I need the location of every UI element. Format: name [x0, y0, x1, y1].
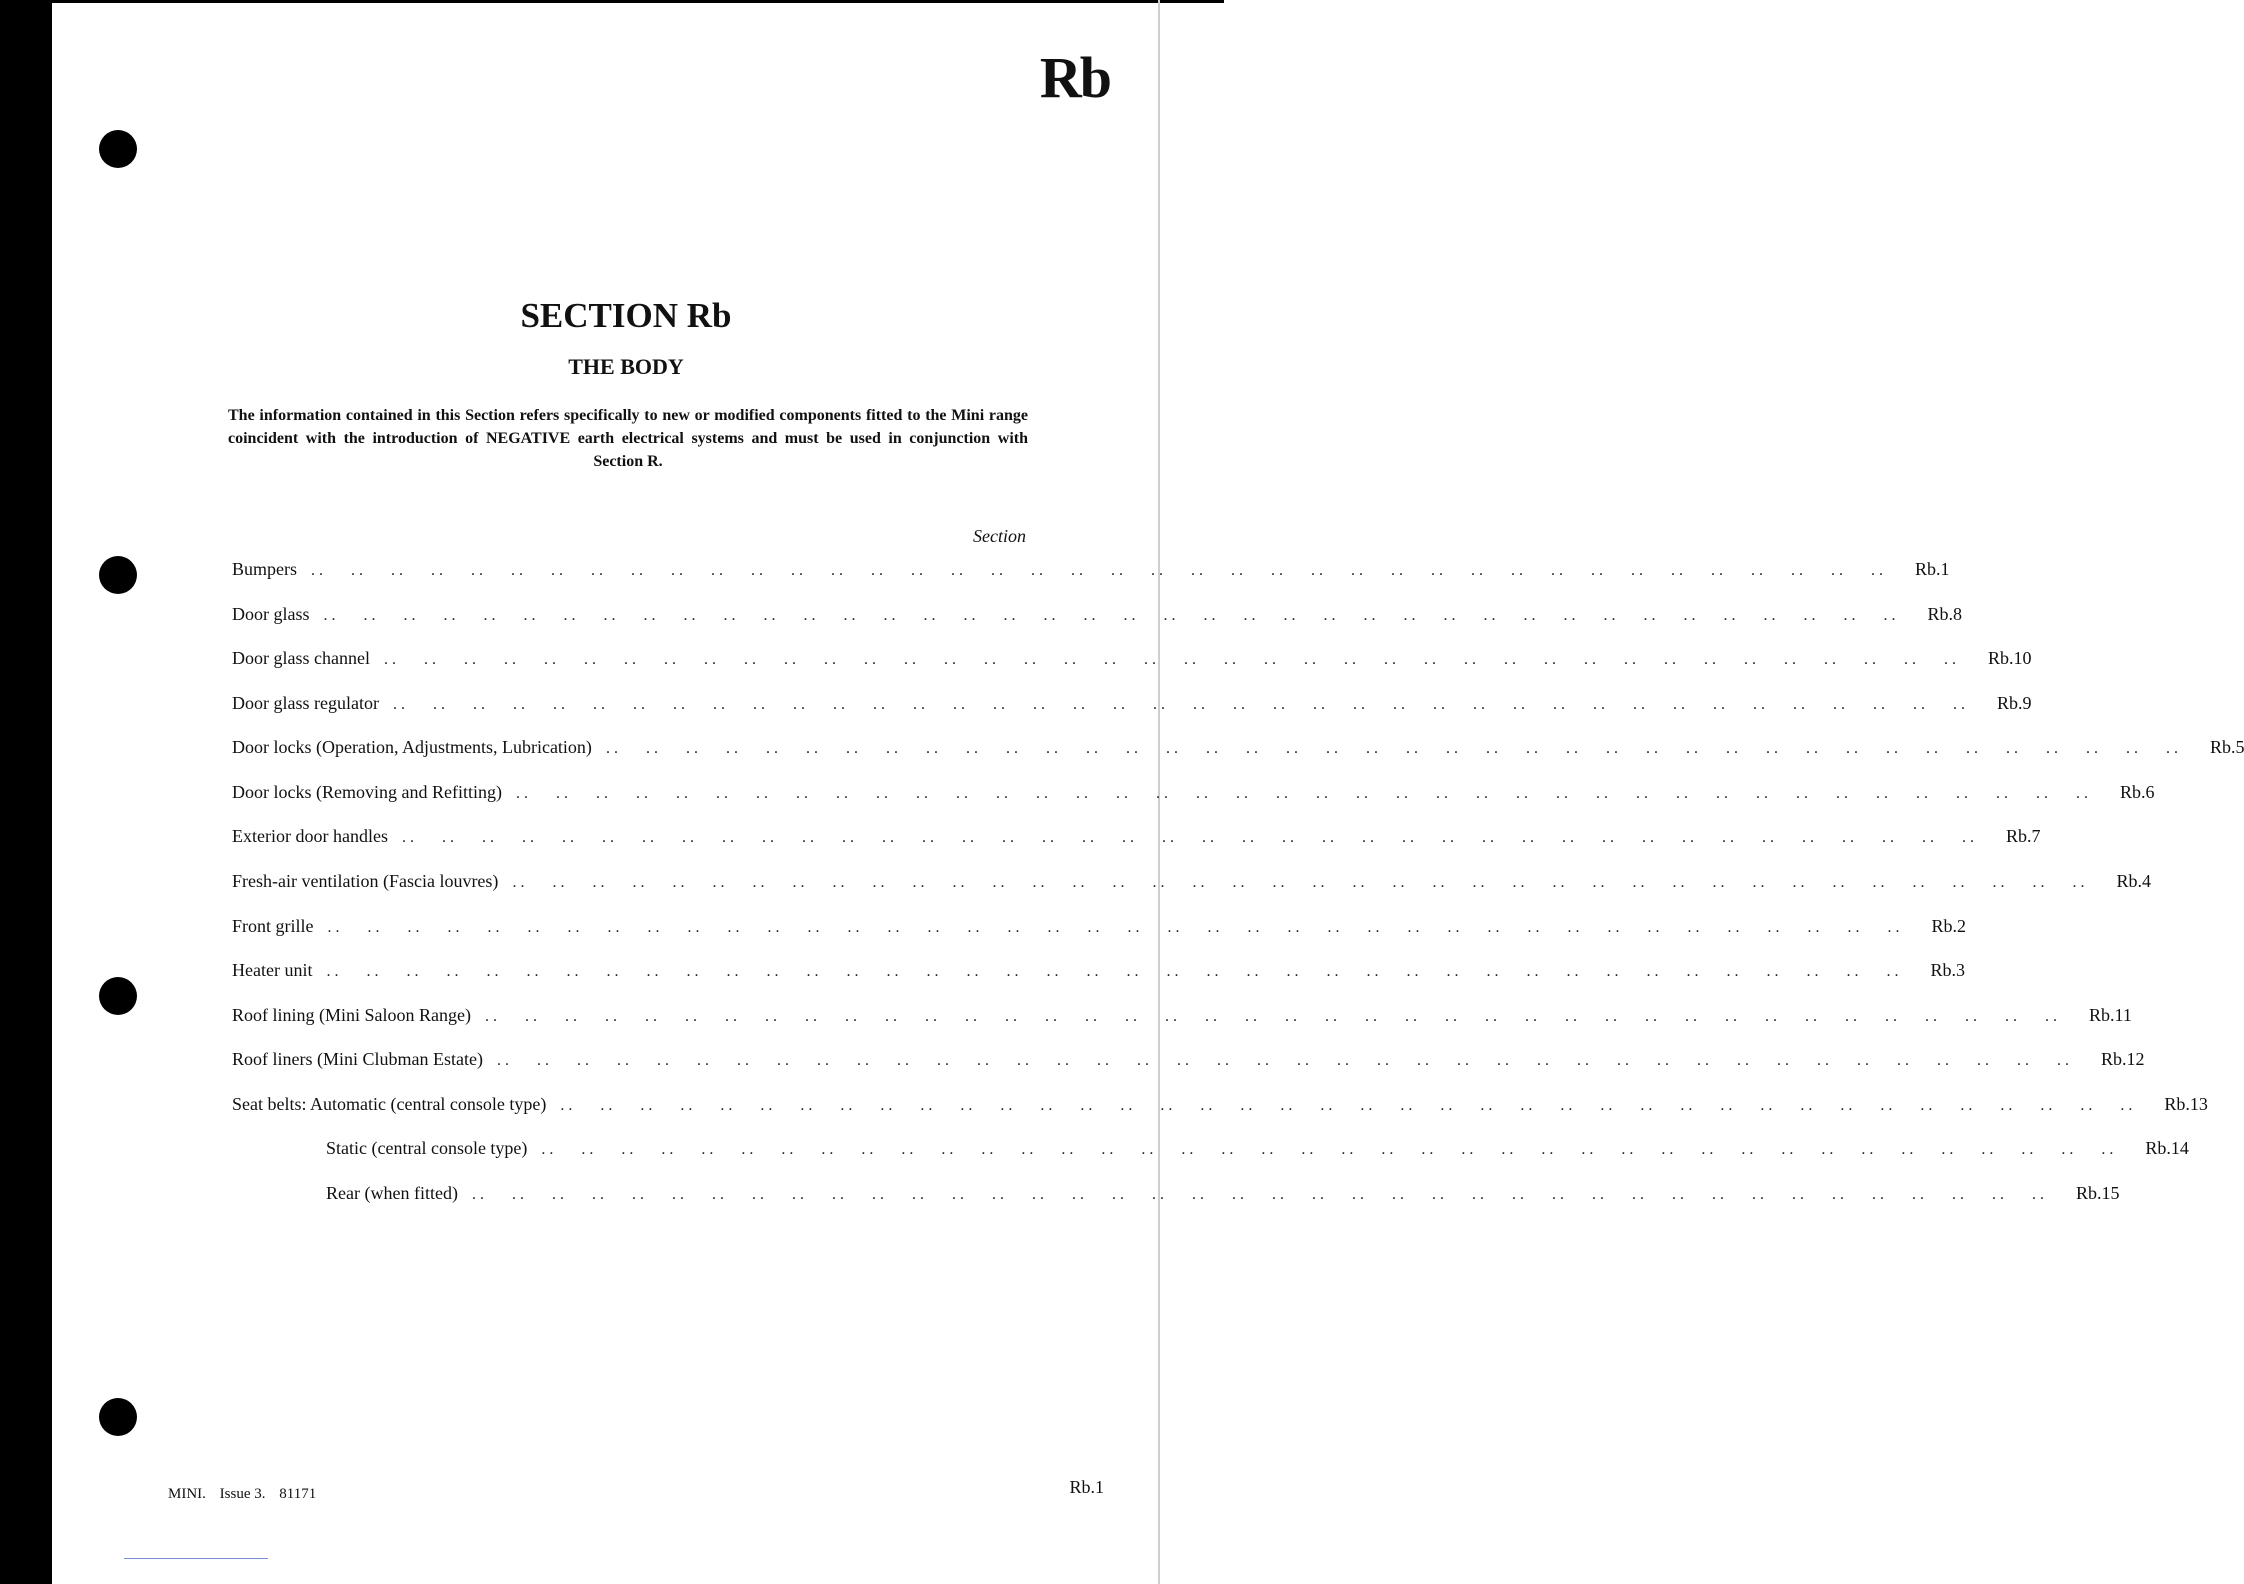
- toc-label: Rear (when fitted): [326, 1183, 458, 1203]
- toc-row-door-locks-operation: [232, 733, 2244, 761]
- toc-ref: Rb.2: [1931, 916, 1967, 936]
- footer-number: 81171: [279, 1486, 317, 1502]
- toc-label: Roof lining (Mini Saloon Range): [232, 1005, 471, 1025]
- toc-label: Roof liners (Mini Clubman Estate): [232, 1049, 483, 1069]
- dot-leader: . . . . . . . . . . . . . . . . . . . . . . . . . . . . . . . . . . . . . . . . . . . . . . . . . . . . . . . . . . . . . . . . . . . . . . . . . . . . . . . .: [511, 785, 2112, 802]
- toc-row-roof-lining: [232, 1001, 2132, 1029]
- toc-ref: Rb.10: [1987, 648, 2032, 668]
- toc-row-door-locks-removing: [232, 778, 2155, 806]
- toc-row-fresh-air-ventilation: [232, 867, 2151, 895]
- dot-leader: . . . . . . . . . . . . . . . . . . . . . . . . . . . . . . . . . . . . . . . . . . . . . . . . . . . . . . . . . . . . . . . . . . . . . . . . . . . . . . . .: [601, 740, 2202, 757]
- toc-row-seat-belts-static: [326, 1134, 2189, 1162]
- dot-leader: . . . . . . . . . . . . . . . . . . . . . . . . . . . . . . . . . . . . . . . . . . . . . . . . . . . . . . . . . . . . . . . . . . . . . . . . . . . . . . . .: [319, 607, 1920, 624]
- section-subtitle: THE BODY: [568, 354, 684, 379]
- toc-ref: Rb.5: [2209, 737, 2244, 757]
- toc-ref: Rb.15: [2075, 1183, 2120, 1203]
- toc-row-heater-unit: [232, 956, 1965, 984]
- scan-artifact-line: [124, 1558, 268, 1559]
- toc-ref: Rb.4: [2116, 871, 2151, 891]
- toc-row-roof-liners: [232, 1045, 2145, 1073]
- corner-section-code: Rb: [1039, 45, 1110, 110]
- intro-paragraph: The information contained in this Section refers specifically to new or modified components fitted to the Mini range coincident with the introduction of NEGATIVE earth electrical systems and must be used in conjunction with Section R.: [228, 407, 1028, 470]
- toc-label: Door locks (Removing and Refitting): [232, 782, 502, 802]
- dot-leader: . . . . . . . . . . . . . . . . . . . . . . . . . . . . . . . . . . . . . . . . . . . . . . . . . . . . . . . . . . . . . . . . . . . . . . . . . . . . . . . .: [508, 874, 2109, 891]
- toc-label: Seat belts: Automatic (central console type): [232, 1094, 547, 1114]
- toc-row-bumpers: [232, 555, 1950, 583]
- section-title: SECTION Rb: [520, 296, 732, 335]
- toc-label: Door glass channel: [232, 648, 370, 668]
- toc-label: Door glass: [232, 604, 310, 624]
- toc-row-seat-belts-automatic: [232, 1090, 2208, 1118]
- toc-row-door-glass: [232, 600, 1963, 628]
- toc-ref: Rb.1: [1915, 559, 1950, 579]
- toc-label: Exterior door handles: [232, 826, 388, 846]
- toc-label: Door glass regulator: [232, 693, 379, 713]
- toc-ref: Rb.7: [2005, 826, 2041, 846]
- dot-leader: . . . . . . . . . . . . . . . . . . . . . . . . . . . . . . . . . . . . . . . . . . . . . . . . . . . . . . . . . . . . . . . . . . . . . . . . . . . . . . . .: [379, 651, 1980, 668]
- toc-ref: Rb.9: [1996, 693, 2032, 713]
- toc-label: Front grille: [232, 916, 314, 936]
- section-column-header: Section: [973, 526, 1026, 546]
- footer-publication-info: [168, 1484, 326, 1504]
- dot-leader: . . . . . . . . . . . . . . . . . . . . . . . . . . . . . . . . . . . . . . . . . . . . . . . . . . . . . . . . . . . . . . . . . . . . . . . . . . . . . . . .: [467, 1186, 2068, 1203]
- dot-leader: . . . . . . . . . . . . . . . . . . . . . . . . . . . . . . . . . . . . . . . . . . . . . . . . . . . . . . . . . . . . . . . . . . . . . . . . . . . . . . . .: [388, 696, 1989, 713]
- toc-ref: Rb.6: [2119, 782, 2155, 802]
- dot-leader: . . . . . . . . . . . . . . . . . . . . . . . . . . . . . . . . . . . . . . . . . . . . . . . . . . . . . . . . . . . . . . . . . . . . . . . . . . . . . . . .: [322, 963, 1923, 980]
- toc-ref: Rb.3: [1930, 960, 1965, 980]
- toc-row-door-glass-regulator: [232, 689, 2032, 717]
- toc-label: Fresh-air ventilation (Fascia louvres): [232, 871, 499, 891]
- toc-label: Static (central console type): [326, 1138, 528, 1158]
- toc-label: Heater unit: [232, 960, 313, 980]
- toc-row-front-grille: [232, 912, 1967, 940]
- toc-row-seat-belts-rear: [326, 1179, 2120, 1207]
- toc-label: Door locks (Operation, Adjustments, Lubrication): [232, 737, 592, 757]
- toc-ref: Rb.13: [2164, 1094, 2208, 1114]
- toc-ref: Rb.8: [1927, 604, 1963, 624]
- footer-issue: Issue 3.: [219, 1486, 266, 1502]
- footer-model: MINI.: [168, 1486, 206, 1502]
- footer-page-number: Rb.1: [1069, 1477, 1104, 1497]
- toc-ref: Rb.12: [2100, 1049, 2145, 1069]
- dot-leader: . . . . . . . . . . . . . . . . . . . . . . . . . . . . . . . . . . . . . . . . . . . . . . . . . . . . . . . . . . . . . . . . . . . . . . . . . . . . . . . .: [397, 829, 1998, 846]
- dot-leader: . . . . . . . . . . . . . . . . . . . . . . . . . . . . . . . . . . . . . . . . . . . . . . . . . . . . . . . . . . . . . . . . . . . . . . . . . . . . . . . .: [480, 1008, 2081, 1025]
- dot-leader: . . . . . . . . . . . . . . . . . . . . . . . . . . . . . . . . . . . . . . . . . . . . . . . . . . . . . . . . . . . . . . . . . . . . . . . . . . . . . . . .: [323, 919, 1924, 936]
- dot-leader: . . . . . . . . . . . . . . . . . . . . . . . . . . . . . . . . . . . . . . . . . . . . . . . . . . . . . . . . . . . . . . . . . . . . . . . . . . . . . . . .: [537, 1141, 2138, 1158]
- dot-leader: . . . . . . . . . . . . . . . . . . . . . . . . . . . . . . . . . . . . . . . . . . . . . . . . . . . . . . . . . . . . . . . . . . . . . . . . . . . . . . . .: [492, 1052, 2093, 1069]
- toc-ref: Rb.14: [2145, 1138, 2189, 1158]
- toc-row-door-glass-channel: [232, 644, 2032, 672]
- dot-leader: . . . . . . . . . . . . . . . . . . . . . . . . . . . . . . . . . . . . . . . . . . . . . . . . . . . . . . . . . . . . . . . . . . . . . . . . . . . . . . . .: [307, 562, 1907, 579]
- toc-ref: Rb.11: [2088, 1005, 2132, 1025]
- toc-row-exterior-door-handles: [232, 822, 2041, 850]
- dot-leader: . . . . . . . . . . . . . . . . . . . . . . . . . . . . . . . . . . . . . . . . . . . . . . . . . . . . . . . . . . . . . . . . . . . . . . . . . . . . . . . .: [556, 1097, 2157, 1114]
- toc-label: Bumpers: [232, 559, 297, 579]
